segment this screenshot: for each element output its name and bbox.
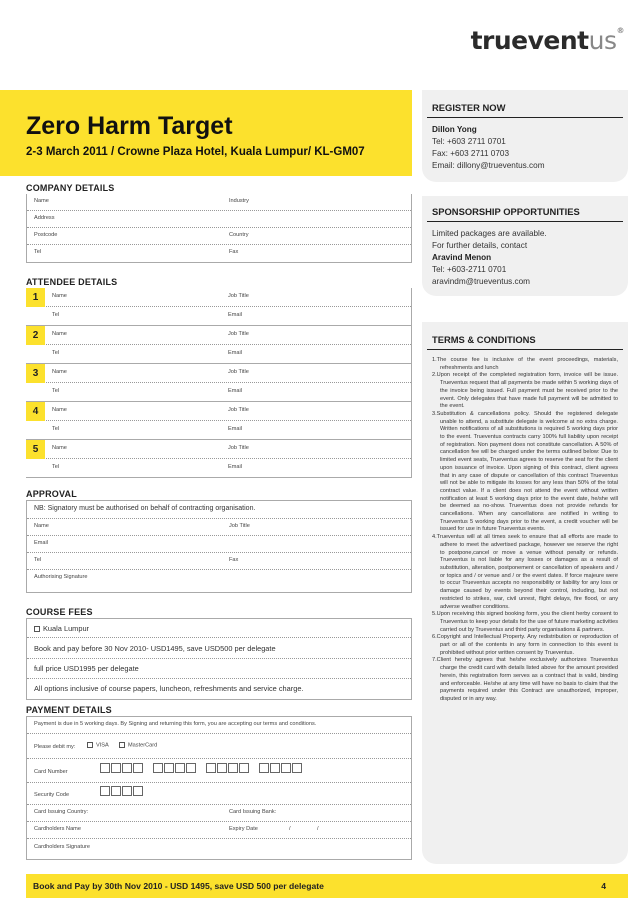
terms-heading: TERMS & CONDITIONS: [427, 334, 623, 350]
payment-form: [26, 716, 412, 860]
attendee-number: 4: [26, 402, 45, 421]
sponsorship-email[interactable]: aravindm@trueventus.com: [432, 277, 530, 286]
event-title: Zero Harm Target: [26, 112, 233, 140]
mastercard-checkbox[interactable]: [119, 742, 125, 748]
field-label-email: Email: [228, 426, 242, 432]
attendee-number: 2: [26, 326, 45, 345]
visa-option[interactable]: [87, 742, 109, 748]
company-row-postcode[interactable]: [27, 228, 411, 245]
field-label-email: Email: [228, 312, 242, 318]
fee-inclusive-text: All options inclusive of course papers, luncheon, refreshments and service charge.: [34, 684, 304, 693]
fee-full-row: [27, 659, 411, 679]
approval-note-row: [27, 501, 411, 519]
field-label-tel: Tel: [52, 312, 60, 318]
attendee-row[interactable]: [46, 307, 411, 326]
attendee-row[interactable]: [46, 421, 411, 440]
attendee-number: 1: [26, 288, 45, 307]
holder-name-label: Cardholders Name: [34, 826, 81, 832]
logo-suffix: us: [588, 26, 617, 55]
register-fax: Fax: +603 2711 0703: [432, 149, 510, 158]
terms-item: 7.Client hereby agrees that he/she exclusively authorizes Trueventus charge the credit card with details listed above for the amount provided herein, this registration form serves as a contract that is valid, binding and enforceable. He/she at any time will have no basis to claim that the payments required under this Contract are unauthorized, improper, disputed or in any way.: [432, 657, 618, 702]
register-tel: Tel: +603 2711 0701: [432, 137, 506, 146]
fee-location-row[interactable]: [27, 619, 411, 638]
attendee-block-5: [26, 440, 412, 478]
approval-row-email[interactable]: [27, 536, 411, 553]
attendee-row[interactable]: [46, 383, 411, 402]
attendee-block-2: [26, 326, 412, 364]
payment-security-row: [27, 783, 411, 805]
page-number: 4: [601, 881, 606, 891]
event-subtitle: 2-3 March 2011 / Crowne Plaza Hotel, Kuala Lumpur/ KL-GM07: [26, 146, 365, 158]
approval-row-name[interactable]: [27, 519, 411, 536]
field-label-tel: Tel: [52, 426, 60, 432]
field-label-name: Name: [52, 407, 67, 413]
location-checkbox[interactable]: [34, 626, 40, 632]
sponsorship-tel: Tel: +603-2711 0701: [432, 265, 507, 274]
attendee-details-heading: ATTENDEE DETAILS: [26, 277, 118, 287]
payment-signature-row[interactable]: [27, 839, 411, 859]
company-row-address[interactable]: [27, 211, 411, 228]
field-label-name: Name: [52, 293, 67, 299]
terms-item: 6.Copyright and Intellectual Property. Any redistribution or reproduction of part or all of the contents in any form in connection to this event is prohibited without prior written consent by Trueventus.: [432, 634, 618, 656]
field-label-job-title: Job Title: [228, 331, 249, 337]
attendee-block-3: [26, 364, 412, 402]
attendee-row[interactable]: [46, 364, 411, 383]
attendee-number: 3: [26, 364, 45, 383]
course-fees-heading: COURSE FEES: [26, 607, 93, 617]
payment-card-number-row: [27, 759, 411, 783]
attendee-row[interactable]: [46, 440, 411, 459]
attendee-number: 5: [26, 440, 45, 459]
field-label-tel: Tel: [52, 464, 60, 470]
payment-debit-row: [27, 734, 411, 759]
terms-item: 3.Substitution & cancellations policy. Should the registered delegate unable to attend, a substitute delegate is welcome at no extra charge. Written notifications of all substitutions is required 5 working days prior to the event. Trueventus contracts carry 100% full liability upon receipt of registration. Non payment does not constitute cancellation. A 50% of cancellation fee will be charged under the terms outlined below: Due to limited event seats, Trueventus agrees to reserve the seat for the client upon issuance of invoice. Upon signing of this contract, client agrees that in any case of dispute or cancellation of this contract Trueventus will not be able to mitigate its losses for any less than 50% of the total contract value. If a client does not attend the event without written notification at least 5 working days prior to the event date, he/she will be deemed as no-show. Trueventus does not provide refunds for cancellations. When any cancellations are notified in writing to Trueventus 5 working days prior to the event, a credit voucher will be issued for use in future Trueventus events.: [432, 410, 618, 533]
field-label-job-title: Job Title: [228, 445, 249, 451]
field-label-tel: Tel: [34, 249, 42, 255]
field-label-job-title: Job Title: [228, 369, 249, 375]
terms-item: 5.Upon receiving this signed booking form, you the client herby consent to Trueventus to keep your details for the use of future marketing activities carried out by Trueventus and third party organisations & partners.: [432, 611, 618, 633]
location-label: Kuala Lumpur: [43, 624, 90, 633]
approval-row-tel[interactable]: [27, 553, 411, 570]
field-label-job-title: Job Title: [229, 523, 250, 529]
field-label-email: Email: [228, 388, 242, 394]
approval-heading: APPROVAL: [26, 489, 77, 499]
card-number-boxes[interactable]: [100, 763, 303, 773]
company-row-tel[interactable]: [27, 245, 411, 262]
field-label-name: Name: [52, 331, 67, 337]
fee-early-row: [27, 638, 411, 659]
register-email[interactable]: Email: dillony@trueventus.com: [432, 161, 545, 170]
footer-bar: [26, 874, 628, 898]
attendee-row[interactable]: [46, 345, 411, 364]
approval-note: NB: Signatory must be authorised on behalf of contracting organisation.: [34, 505, 256, 512]
field-label-job-title: Job Title: [228, 407, 249, 413]
issuing-country-label: Card Issuing Country:: [34, 809, 89, 815]
title-banner: [0, 90, 412, 176]
logo-main: truevent: [470, 26, 589, 55]
terms-item: 4.Trueventus will at all times seek to ensure that all efforts are made to adhere to meet the advertised package, however we reserve the right to postpone,cancel or move a venue without penalty or refunds. Trueventus is not liable for any losses or damages as a result of substitution, alteration, postponement or cancellation of speakers and / or topics and / or venue and / or the event dates. If force majeure were to occur Trueventus accepts no responsibility or liability for any loss or damage caused by events beyond their control, including, but not restricted to strikes, war, civil unrest, flight delays, fire flood, or any adverse weather conditions.: [432, 534, 618, 610]
security-code-boxes[interactable]: [100, 786, 144, 796]
field-label-authorising-signature: Authorising Signature: [34, 574, 88, 580]
terms-item: 2.Upon receipt of the completed registration form, invoice will be issue. Trueventus request that all payments be made within 5 working days of the invoice being issued. Full payment must be received prior to the event. Only delegates that have made full payment will be admitted to the event.: [432, 372, 618, 410]
debit-label: Please debit my:: [34, 744, 76, 750]
field-label-name: Name: [52, 445, 67, 451]
course-fees-box: [26, 618, 412, 700]
visa-checkbox[interactable]: [87, 742, 93, 748]
field-label-email: Email: [34, 540, 48, 546]
sponsorship-contact-name: Aravind Menon: [432, 253, 492, 262]
field-label-name: Name: [34, 198, 49, 204]
card-number-label: Card Number: [34, 769, 68, 775]
field-label-fax: Fax: [229, 249, 239, 255]
field-label-postcode: Postcode: [34, 232, 58, 238]
field-label-tel: Tel: [34, 557, 42, 563]
expiry-separator: /: [289, 826, 291, 832]
issuing-bank-label: Card Issuing Bank:: [229, 809, 277, 815]
attendee-row[interactable]: [46, 402, 411, 421]
payment-issuing-row[interactable]: [27, 805, 411, 822]
register-now-heading: REGISTER NOW: [427, 102, 623, 118]
security-code-label: Security Code: [34, 792, 70, 798]
logo-reg-mark: ®: [616, 26, 624, 35]
trueventus-logo: [471, 26, 624, 55]
holder-signature-label: Cardholders Signature: [34, 844, 90, 850]
footer-text: Book and Pay by 30th Nov 2010 - USD 1495, save USD 500 per delegate: [33, 881, 324, 891]
field-label-country: Country: [229, 232, 249, 238]
field-label-tel: Tel: [52, 388, 60, 394]
attendee-block-4: [26, 402, 412, 440]
terms-item: 1.The course fee is inclusive of the event proceedings, materials, refreshments and lunch: [432, 357, 618, 371]
field-label-email: Email: [228, 350, 242, 356]
attendee-row[interactable]: [46, 326, 411, 345]
field-label-tel: Tel: [52, 350, 60, 356]
expiry-label: Expiry Date: [229, 826, 258, 832]
visa-label: VISA: [96, 742, 109, 749]
payment-holder-row[interactable]: [27, 822, 411, 839]
fee-full-text: full price USD1995 per delegate: [34, 664, 139, 673]
fee-location: [34, 624, 89, 633]
sponsorship-line-2: For further details, contact: [432, 241, 528, 250]
terms-panel: [422, 322, 628, 864]
fee-early-text: Book and pay before 30 Nov 2010- USD1495, save USD500 per delegate: [34, 644, 276, 653]
expiry-separator: /: [317, 826, 319, 832]
fee-inclusive-row: [27, 679, 411, 699]
register-contact-name: Dillon Yong: [432, 125, 477, 134]
sponsorship-heading: SPONSORSHIP OPPORTUNITIES: [427, 206, 623, 222]
mastercard-label: MasterCard: [128, 742, 158, 749]
terms-list: [422, 350, 628, 704]
mastercard-option[interactable]: [119, 742, 157, 748]
payment-note-row: [27, 717, 411, 734]
field-label-job-title: Job Title: [228, 293, 249, 299]
attendee-block-1: [26, 288, 412, 326]
field-label-fax: Fax: [229, 557, 239, 563]
field-label-address: Address: [34, 215, 55, 221]
field-label-name: Name: [34, 523, 49, 529]
company-details-form: [26, 194, 412, 263]
field-label-email: Email: [228, 464, 242, 470]
approval-form: [26, 500, 412, 593]
register-now-panel: [422, 90, 628, 182]
approval-row-signature[interactable]: [27, 570, 411, 592]
sponsorship-line-1: Limited packages are available.: [432, 229, 547, 238]
payment-note: Payment is due in 5 working days. By Signing and returning this form, you are accepting our terms and conditions.: [34, 721, 317, 727]
attendee-row[interactable]: [46, 288, 411, 307]
field-label-industry: Industry: [229, 198, 249, 204]
attendee-row[interactable]: [46, 459, 411, 478]
payment-details-heading: PAYMENT DETAILS: [26, 705, 112, 715]
company-row-name[interactable]: [27, 194, 411, 211]
company-details-heading: COMPANY DETAILS: [26, 183, 115, 193]
field-label-name: Name: [52, 369, 67, 375]
sponsorship-panel: [422, 196, 628, 296]
